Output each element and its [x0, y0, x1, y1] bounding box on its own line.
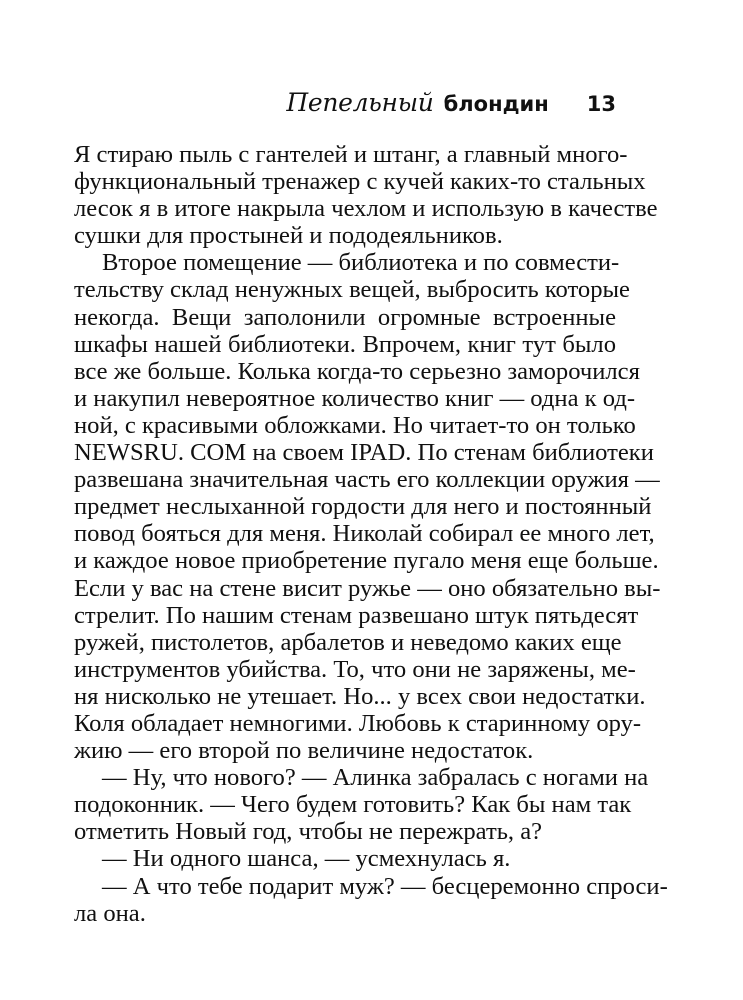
text-line: и накупил невероятное количество книг — одна к од- [74, 384, 636, 412]
text-line: ной, с красивыми обложками. Но читает-то он только [74, 411, 636, 439]
paragraph-1 [74, 141, 658, 250]
page-number: 13 [586, 92, 616, 116]
running-title-italic: Пепельный [286, 88, 434, 117]
text-line: функциональный тренажер с кучей каких-то стальных [74, 168, 646, 196]
text-line: Если у вас на стене висит ружье — оно обязательно вы- [74, 574, 661, 602]
text-line: отметить Новый год, чтобы не пережрать, а? [74, 818, 543, 846]
running-title-bold: блондин [443, 92, 549, 116]
text-line: подоконник. — Чего будем готовить? Как бы нам так [74, 791, 632, 819]
text-line: NEWSRU. COM на своем IPAD. По стенам библиотеки [74, 439, 654, 467]
text-line: шкафы нашей библиотеки. Впрочем, книг тут было [74, 330, 616, 358]
paragraph-3 [74, 764, 649, 846]
text-line: Второе помещение — библиотека и по совмести- [102, 249, 620, 277]
text-line: сушки для простыней и пододеяльников. [74, 222, 503, 250]
text-line: ла она. [74, 899, 146, 927]
body-text [74, 141, 668, 927]
text-line: лесок я в итоге накрыла чехлом и использую в качестве [74, 195, 658, 223]
text-line: жию — его второй по величине недостаток. [74, 737, 534, 765]
running-header [286, 88, 616, 117]
text-line: некогда. Вещи заполонили огромные встроенные [74, 303, 616, 331]
paragraph-2 [74, 249, 661, 765]
text-line: тельству склад ненужных вещей, выбросить которые [74, 276, 630, 304]
text-line: — Ну, что нового? — Алинка забралась с ногами на [102, 764, 649, 792]
text-line: и каждое новое приобретение пугало меня еще больше. [74, 547, 659, 575]
text-line: — А что тебе подарит муж? — бесцеремонно спроси- [102, 872, 668, 900]
text-line: Коля обладает немногими. Любовь к старинному ору- [74, 709, 642, 737]
text-line: предмет неслыханной гордости для него и постоянный [74, 493, 652, 521]
text-line: ружей, пистолетов, арбалетов и неведомо каких еще [74, 628, 622, 656]
text-line: стрелит. По нашим стенам развешано штук пятьдесят [74, 601, 639, 629]
text-line: все же больше. Колька когда-то серьезно заморочился [74, 357, 640, 385]
text-line: повод бояться для меня. Николай собирал ее много лет, [74, 520, 655, 548]
text-line: ня нисколько не утешает. Но... у всех свои недостатки. [74, 682, 646, 710]
text-line: развешана значительная часть его коллекции оружия — [74, 466, 660, 494]
paragraph-4 [74, 845, 616, 872]
text-line: Я стираю пыль с гантелей и штанг, а главный много- [74, 141, 628, 168]
text-line: — Ни одного шанса, — усмехнулась я. [102, 845, 511, 873]
text-line: инструментов убийства. То, что они не заряжены, ме- [74, 655, 636, 683]
paragraph-5 [74, 872, 668, 927]
